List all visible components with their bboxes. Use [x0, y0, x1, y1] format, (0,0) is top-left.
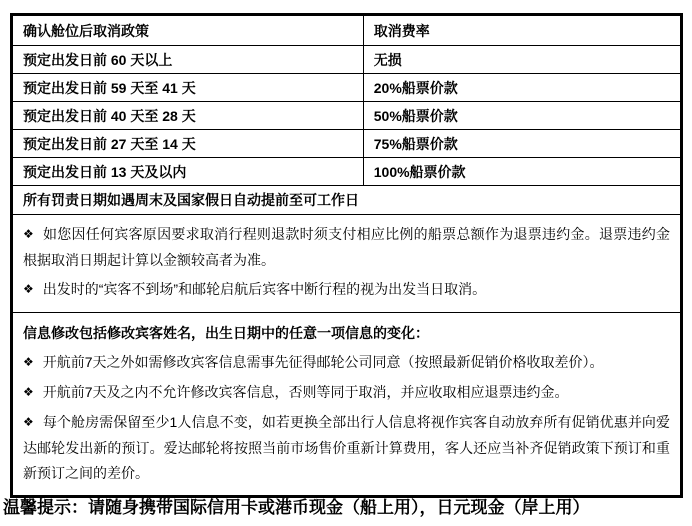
- diamond-bullet-icon: ❖: [23, 355, 34, 369]
- rate-cell: 50%船票价款: [363, 102, 681, 130]
- table-row: [12, 46, 682, 74]
- policy-cell: 预定出发日前 60 天以上: [12, 46, 364, 74]
- policy-cell: 预定出发日前 40 天至 28 天: [12, 102, 364, 130]
- table-row: [12, 130, 682, 158]
- refund-bullet-text: 如您因任何宾客原因要求取消行程则退款时须支付相应比例的船票总额作为退票违约金。退票违约金根据取消日期起计算以金额较高者为准。: [23, 226, 670, 268]
- modification-terms-cell: [12, 313, 682, 497]
- policy-cell: 预定出发日前 13 天及以内: [12, 158, 364, 186]
- modification-bullet: [23, 380, 670, 406]
- modification-bullet-text: 开航前7天及之内不允许修改宾客信息，否则等同于取消，并应收取相应退票违约金。: [42, 384, 569, 400]
- penalty-note-cell: 所有罚责日期如遇周末及国家假日自动提前至可工作日: [12, 186, 682, 215]
- refund-bullet: [23, 277, 670, 303]
- table-row: [12, 102, 682, 130]
- refund-terms-cell: [12, 215, 682, 313]
- refund-bullet-text: 出发时的“宾客不到场”和邮轮启航后宾客中断行程的视为出发当日取消。: [42, 281, 487, 297]
- rate-cell: 75%船票价款: [363, 130, 681, 158]
- diamond-bullet-icon: ❖: [23, 282, 34, 296]
- policy-cell: 预定出发日前 59 天至 41 天: [12, 74, 364, 102]
- policy-cell: 预定出发日前 27 天至 14 天: [12, 130, 364, 158]
- penalty-note-row: [12, 186, 682, 215]
- cancellation-policy-table: [10, 13, 683, 498]
- diamond-bullet-icon: ❖: [23, 415, 34, 429]
- modification-terms-row: [12, 313, 682, 497]
- modification-bullet: [23, 350, 670, 376]
- modification-heading: 信息修改包括修改宾客姓名，出生日期中的任意一项信息的变化：: [23, 325, 429, 341]
- modification-bullet-text: 开航前7天之外如需修改宾客信息需事先征得邮轮公司同意（按照最新促销价格收取差价）。: [42, 354, 604, 370]
- table-header-row: [12, 15, 682, 46]
- header-policy-cell: 确认舱位后取消政策: [12, 15, 364, 46]
- table-row: [12, 74, 682, 102]
- table-row: [12, 158, 682, 186]
- diamond-bullet-icon: ❖: [23, 385, 34, 399]
- rate-cell: 20%船票价款: [363, 74, 681, 102]
- refund-terms-row: [12, 215, 682, 313]
- rate-cell: 100%船票价款: [363, 158, 681, 186]
- modification-bullet-text: 每个舱房需保留至少1人信息不变，如若更换全部出行人信息将视作宾客自动放弃所有促销优惠并向爱达邮轮发出新的预订。爱达邮轮将按照当前市场售价重新计算费用，客人还应当补齐促销政策下预订和重新预订之间的差价。: [23, 414, 670, 481]
- refund-bullet: [23, 222, 670, 273]
- rate-cell: 无损: [363, 46, 681, 74]
- modification-bullet: [23, 410, 670, 486]
- reminder-tip: 温馨提示：请随身携带国际信用卡或港币现金（船上用），日元现金（岸上用）: [3, 498, 590, 517]
- diamond-bullet-icon: ❖: [23, 227, 34, 241]
- header-rate-cell: 取消费率: [363, 15, 681, 46]
